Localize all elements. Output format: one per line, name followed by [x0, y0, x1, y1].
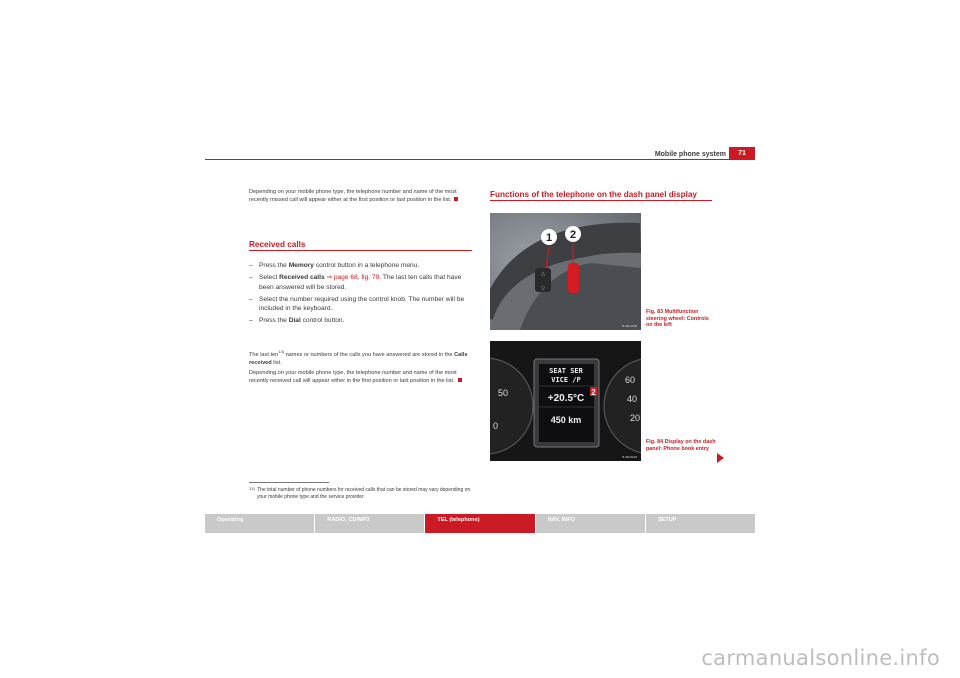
end-of-section-marker: [458, 378, 462, 382]
nav-radio-cd-mp3[interactable]: RADIO, CD/MP3: [315, 514, 425, 533]
step-1: – Press the Memory control button in a telephone menu.: [249, 262, 420, 269]
footnote: 13) The total number of phone numbers for received calls that can be stored may vary depending on your mobile phone type and the service provider.: [249, 486, 471, 500]
steps-list: [249, 261, 472, 329]
nav-tel-telephone[interactable]: TEL (telephone): [425, 514, 535, 533]
page-number: 71: [729, 147, 755, 160]
received-calls-heading: Received calls: [249, 240, 472, 251]
notes-block: [249, 348, 472, 388]
figure-84-caption: Fig. 84 Display on the dash panel: Phone book entry: [646, 439, 716, 452]
callout-1: 1: [545, 232, 553, 244]
svg-text:△: △: [541, 271, 545, 277]
callout-2: 2: [591, 388, 596, 397]
svg-text:▽: ▽: [541, 286, 545, 292]
figure-dash-display: [490, 341, 641, 461]
dash-panel-illustration: [490, 341, 641, 461]
end-of-section-marker: [454, 197, 458, 201]
figure-code: B 3M-0106: [622, 455, 637, 459]
nav-operating[interactable]: Operating: [205, 514, 315, 533]
continue-arrow-icon[interactable]: [717, 453, 724, 463]
section-nav-bar: [205, 514, 755, 533]
nav-setup[interactable]: SETUP: [646, 514, 755, 533]
watermark: carmanualsonline.info: [701, 646, 940, 670]
callout-2: 2: [569, 229, 577, 241]
display-temperature: +20.5°C: [547, 393, 585, 404]
header-rule: [205, 159, 755, 160]
footnote-ref[interactable]: 13): [278, 349, 285, 354]
step-3: – Select the number required using the control knob. The number will be included in the keyboard.: [249, 295, 465, 313]
figure-code: B 3M-0108: [622, 324, 637, 328]
nav-nav-info[interactable]: NAV, INFO: [536, 514, 646, 533]
page-header-title: Mobile phone system: [654, 151, 726, 158]
step-2: – Select Received calls ⇒ page 68, fig. 79. The last ten calls that have been answered will be stored.: [249, 274, 462, 291]
svg-text:20: 20: [630, 413, 641, 423]
svg-text:0: 0: [493, 421, 499, 431]
intro-text: Depending on your mobile phone type, the telephone number and name of the most recently missed call will appear either at the first position or last position in the list.: [249, 189, 457, 204]
display-line-2: VICE /P: [551, 376, 581, 384]
note-order: Depending on your mobile phone type, the telephone number and name of the most recently received call will appear either in the first position or last position in the list.: [249, 369, 472, 385]
svg-text:40: 40: [627, 394, 638, 404]
step-4: – Press the Dial control button.: [249, 317, 345, 325]
page-reference-link[interactable]: ⇒ page 68, fig. 79: [324, 274, 380, 282]
display-range: 450 km: [550, 415, 582, 425]
steering-wheel-illustration: [490, 213, 641, 330]
dash-panel-functions-heading: Functions of the telephone on the dash panel display: [490, 190, 712, 201]
svg-text:50: 50: [498, 388, 509, 398]
footnote-rule: [249, 482, 329, 483]
figure-steering-wheel: [490, 213, 641, 330]
figure-83-caption: Fig. 83 Multifunction steering wheel: Controls on the left: [646, 309, 709, 328]
display-line-1: SEAT SER: [549, 367, 583, 375]
note-calls-received: The last ten$^{13)}$ names or numbers of the calls you have answered are stored in the Calls received list.: [249, 349, 468, 367]
intro-paragraph: [249, 188, 472, 204]
svg-text:60: 60: [625, 375, 636, 385]
